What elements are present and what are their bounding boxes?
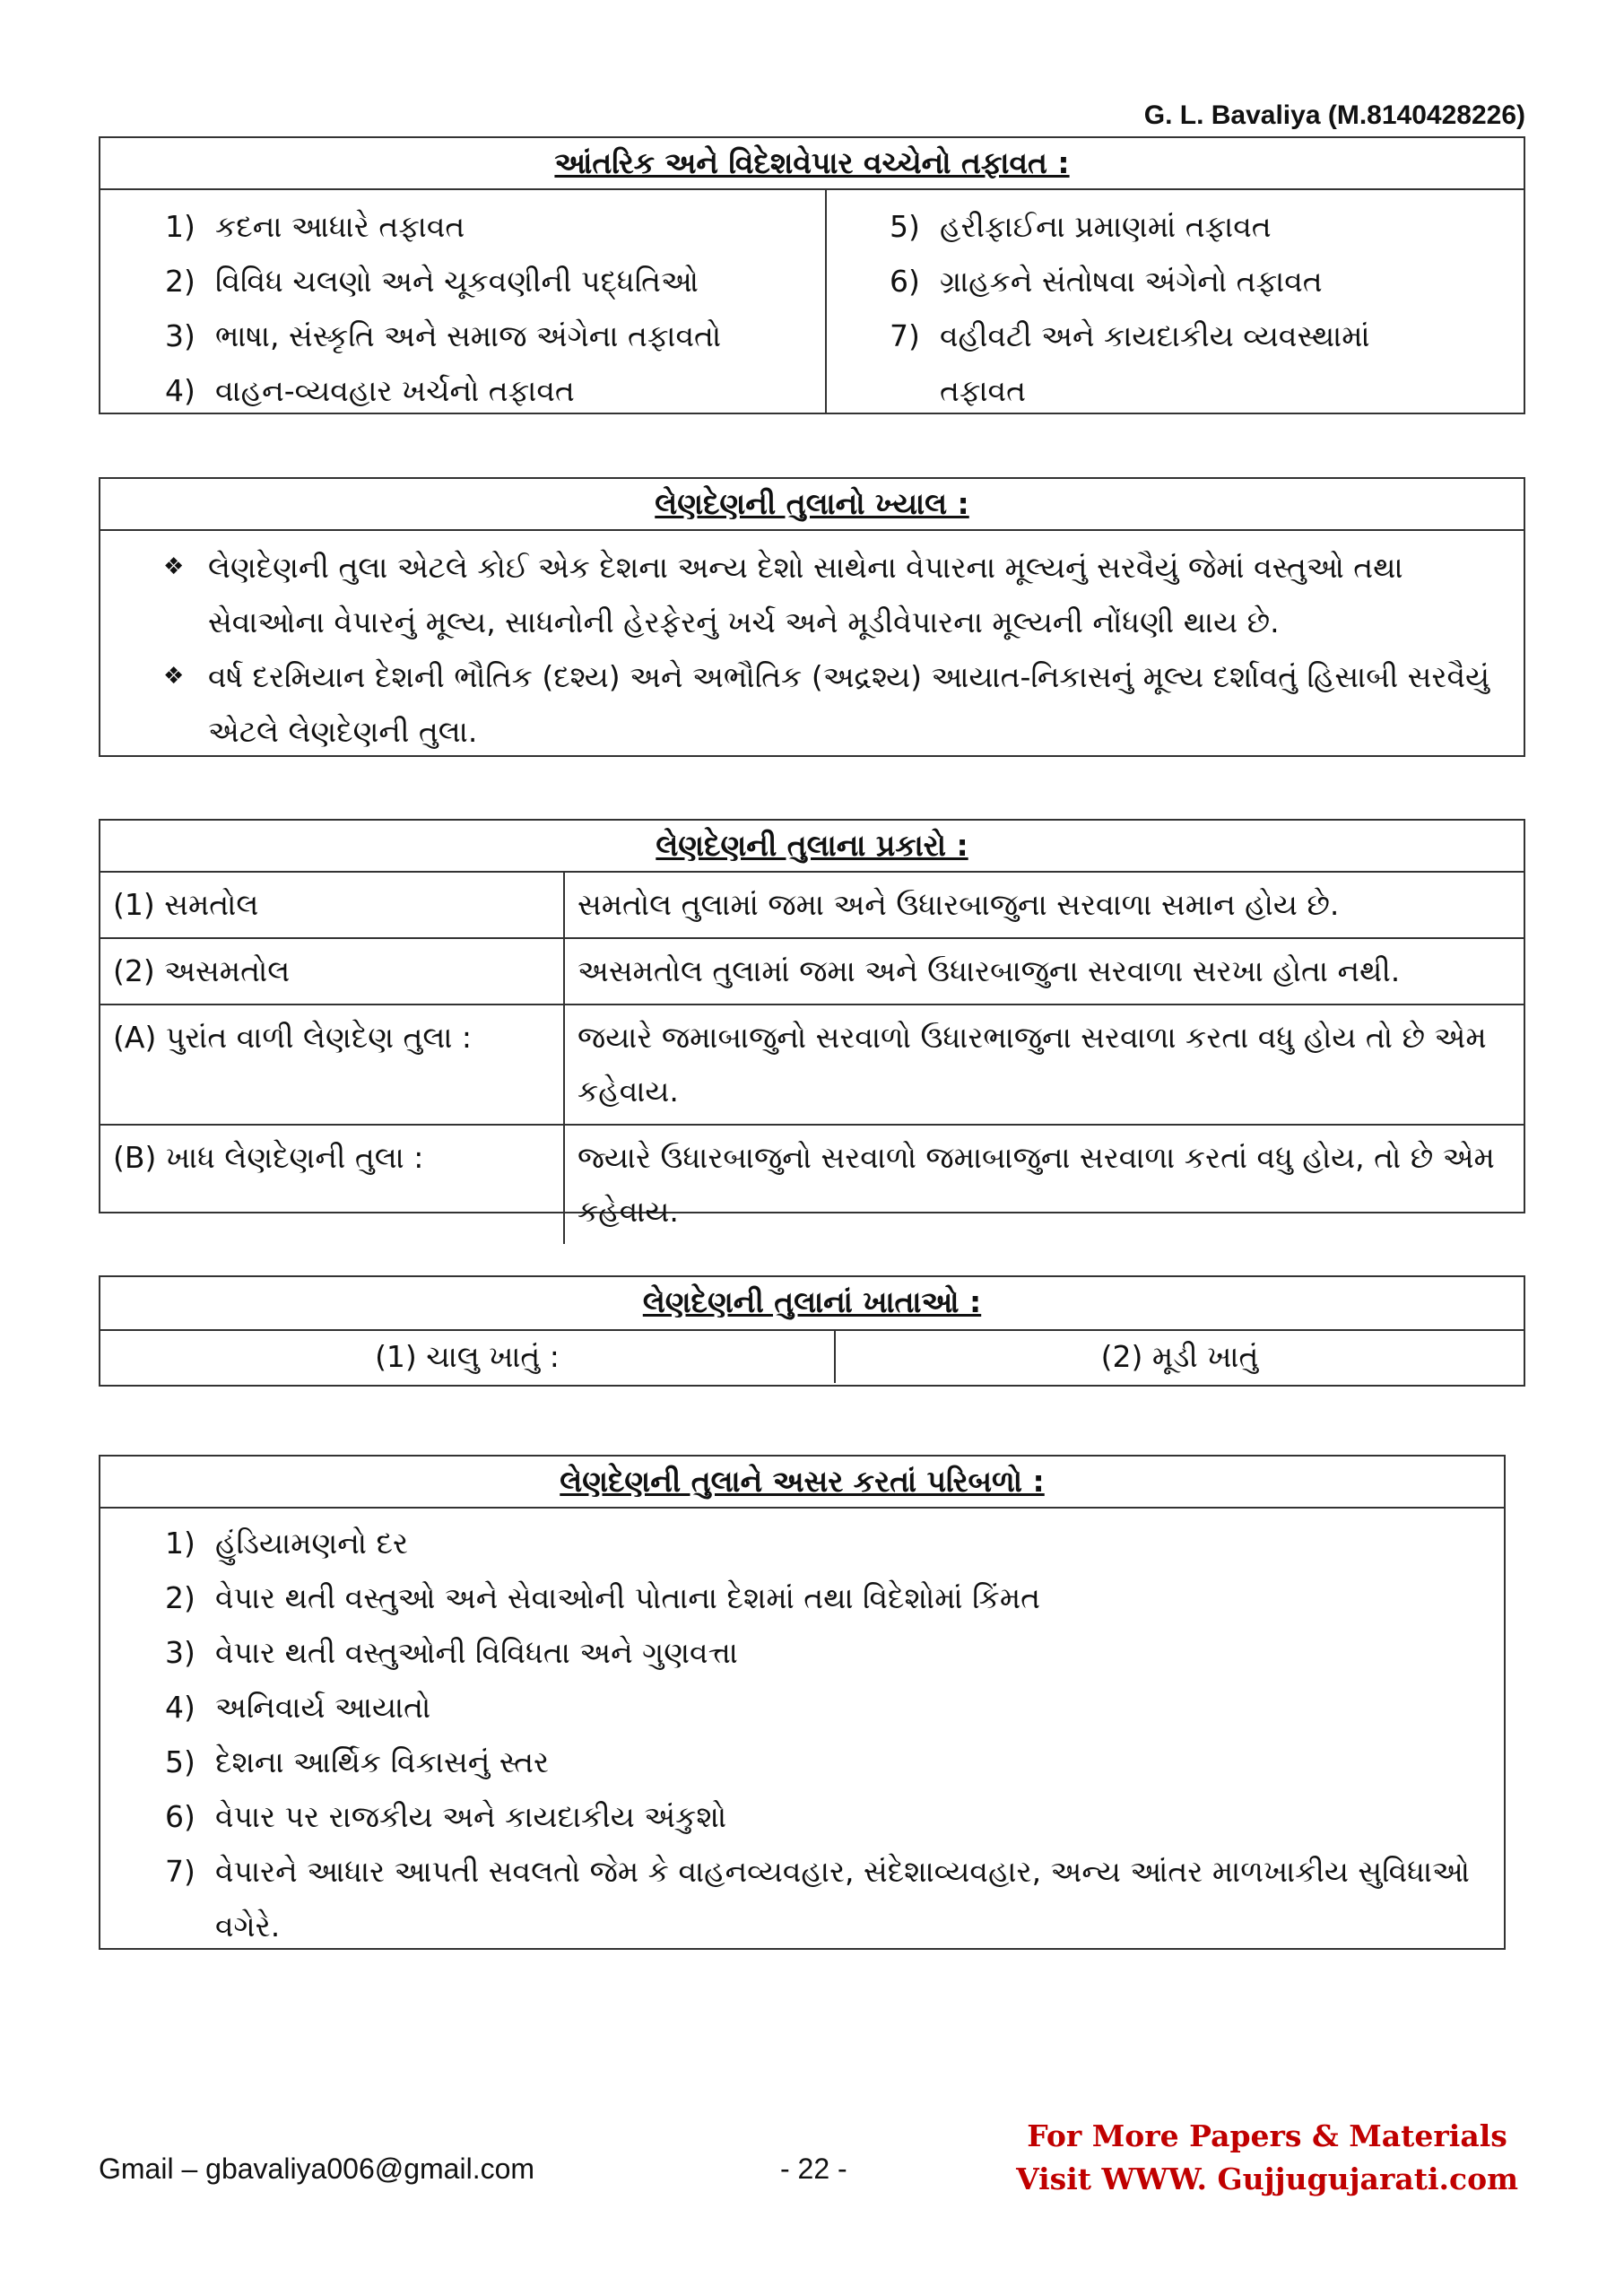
list-item: 5) હરીફાઈના પ્રમાણમાં તફાવત — [890, 209, 1272, 244]
list-item: 6) વેપાર પર રાજકીય અને કાયદાકીય અંકુશો — [165, 1799, 727, 1834]
bop-accounts-box — [99, 1275, 1525, 1387]
list-item: 2) વિવિધ ચલણો અને ચૂકવણીની પદ્ધતિઓ — [165, 264, 699, 299]
internal-vs-foreign-trade-box — [99, 136, 1525, 414]
list-item: 2) વેપાર થતી વસ્તુઓ અને સેવાઓની પોતાના દેશમાં તથા વિદેશોમાં કિંમત — [165, 1580, 1041, 1615]
differences-columns — [100, 190, 1524, 425]
list-item: 4) વાહન-વ્યવહાર ખર્ચનો તફાવત — [165, 373, 575, 408]
list-item: 1) હુંડિયામણનો દર — [165, 1526, 409, 1561]
section-title: લેણદેણની તુલાના પ્રકારો : — [100, 821, 1524, 873]
differences-right-column — [827, 190, 1524, 425]
concept-points — [100, 531, 1524, 766]
table-row — [100, 873, 1524, 938]
table-row — [100, 1125, 1524, 1244]
bop-concept-box — [99, 477, 1525, 757]
promo-line-2: Visit WWW. Gujjugujarati.com — [1016, 2161, 1518, 2196]
capital-account: (2) મૂડી ખાતું — [1100, 1339, 1259, 1374]
type-description: સમતોલ તુલામાં જમા અને ઉધારબાજુના સરવાળા સમાન હોય છે. — [564, 873, 1524, 938]
differences-left-column — [100, 190, 827, 413]
list-item: 6) ગ્રાહકને સંતોષવા અંગેનો તફાવત — [890, 264, 1323, 299]
types-table — [100, 873, 1524, 1244]
type-description: જ્યારે ઉધારબાજુનો સરવાળો જમાબાજુના સરવાળા કરતાં વધુ હોય, તો છે એમ કહેવાય. — [564, 1125, 1524, 1244]
bop-types-box — [99, 819, 1525, 1229]
page-number: - 22 - — [780, 2152, 847, 2185]
list-item: 3) વેપાર થતી વસ્તુઓની વિવિધતા અને ગુણવત્તા — [165, 1635, 738, 1670]
list-item: 3) ભાષા, સંસ્કૃતિ અને સમાજ અંગેના તફાવતો — [165, 318, 722, 353]
list-item: 4) અનિવાર્ય આયાતો — [165, 1690, 431, 1725]
type-description: જયારે જમાબાજુનો સરવાળો ઉધારભાજુના સરવાળા કરતા વધુ હોય તો છે એમ કહેવાય. — [564, 1004, 1524, 1125]
section-title: લેણદેણની તુલાનાં ખાતાઓ : — [100, 1277, 1524, 1331]
list-item: 5) દેશના આર્થિક વિકાસનું સ્તર — [165, 1744, 550, 1779]
footer-email: Gmail – gbavaliya006@gmail.com — [99, 2152, 535, 2185]
section-title: આંતરિક અને વિદેશવેપાર વચ્ચેનો તફાવત : — [100, 138, 1524, 190]
list-item: 1) કદના આધારે તફાવત — [165, 209, 465, 244]
accounts-row — [100, 1331, 1524, 1383]
bullet-point: ❖ લેણદેણની તુલા એટલે કોઈ એક દેશના અન્ય દેશો સાથેના વેપારના મૂલ્યનું સરવૈયું જેમાં વસ્તુઓ તથા સેવાઓના વેપારનું મૂલ્ય, સાધનોની હેરફેરનું ખર્ચ અને મૂડીવેપારના મૂલ્યની નોંધણી થાય છે. — [163, 540, 1506, 649]
bullet-point: ❖ વર્ષ દરમિયાન દેશની ભૌતિક (દશ્ય) અને અભૌતિક (અદ્રશ્ય) આયાત-નિકાસનું મૂલ્ય દર્શાવતું હિસાબી સરવૈયું એટલે લેણદેણની તુલા. — [163, 649, 1506, 759]
list-item: 7) વેપારને આધાર આપતી સવલતો જેમ કે વાહનવ્યવહાર, સંદેશાવ્યવહાર, અન્ય આંતર માળખાકીય સુવિધાઓ વગેરે. — [165, 1854, 1471, 1944]
table-row — [100, 1004, 1524, 1125]
promo-text — [1016, 2115, 1518, 2201]
table-row — [100, 938, 1524, 1004]
type-name: (B) ખાધ લેણદેણની તુલા : — [100, 1125, 564, 1244]
diamond-bullet-icon: ❖ — [163, 663, 185, 690]
type-description: અસમતોલ તુલામાં જમા અને ઉધારબાજુના સરવાળા સરખા હોતા નથી. — [564, 938, 1524, 1004]
type-name: (A) પુરાંત વાળી લેણદેણ તુલા : — [100, 1004, 564, 1125]
promo-line-1: For More Papers & Materials — [1027, 2118, 1507, 2153]
author-header: G. L. Bavaliya (M.8140428226) — [1143, 100, 1525, 130]
section-title: લેણદેણની તુલાનો ખ્યાલ : — [100, 479, 1524, 531]
current-account: (1) ચાલુ ખાતું : — [100, 1331, 836, 1383]
factors-list — [100, 1509, 1504, 1961]
list-item: 7) વહીવટી અને કાયદાકીય વ્યવસ્થામાં — [890, 318, 1370, 353]
bop-factors-box — [99, 1455, 1506, 1950]
type-name: (2) અસમતોલ — [100, 938, 564, 1004]
diamond-bullet-icon: ❖ — [163, 553, 185, 580]
list-item: તફાવત — [940, 373, 1026, 408]
section-title: લેણદેણની તુલાને અસર કરતાં પરિબળો : — [100, 1457, 1504, 1509]
type-name: (1) સમતોલ — [100, 873, 564, 938]
